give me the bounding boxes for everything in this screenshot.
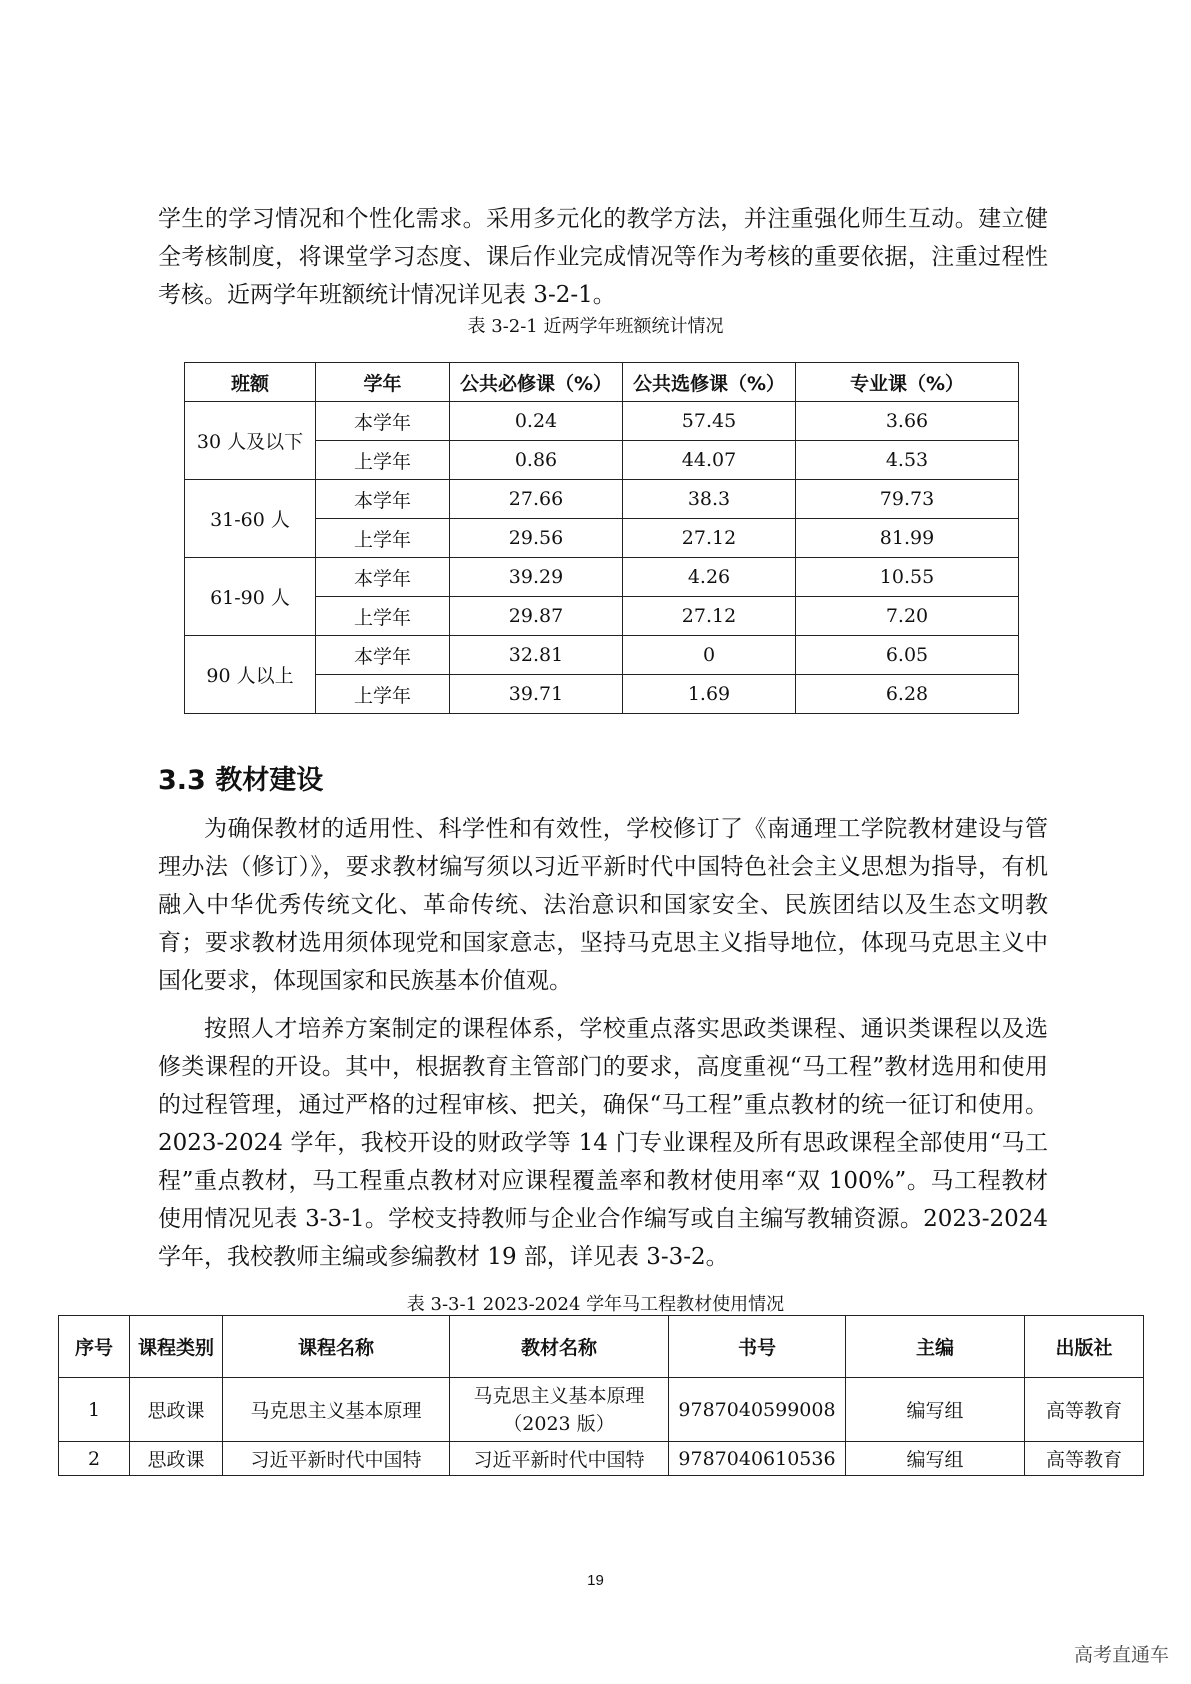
- table-header-row: [185, 363, 1019, 402]
- value-cell: 0.24: [450, 402, 623, 441]
- table2-caption: 表 3-3-1 2023-2024 学年马工程教材使用情况: [406, 1294, 785, 1315]
- header-major: 专业课（%）: [796, 363, 1019, 402]
- course-cell: 马克思主义基本原理: [223, 1378, 450, 1442]
- group-label: 61-90 人: [185, 558, 316, 636]
- isbn-cell: 9787040599008: [669, 1378, 846, 1442]
- value-cell: 29.87: [450, 597, 623, 636]
- value-cell: 38.3: [623, 480, 796, 519]
- table-row: [185, 636, 1019, 675]
- page-number: 19: [587, 1572, 604, 1589]
- value-cell: 0.86: [450, 441, 623, 480]
- book-cell: 习近平新时代中国特: [450, 1442, 669, 1476]
- value-cell: 1.69: [623, 675, 796, 714]
- header-course-name: 课程名称: [223, 1316, 450, 1378]
- intro-paragraph: 学生的学习情况和个性化需求。采用多元化的教学方法，并注重强化师生互动。建立健全考核制度，将课堂学习态度、课后作业完成情况等作为考核的重要依据，注重过程性考核。近两学年班额统计情况详见表 3-2-1。: [158, 206, 1048, 308]
- no-cell: 2: [59, 1442, 130, 1476]
- editor-cell: 编写组: [846, 1442, 1025, 1476]
- group-label: 31-60 人: [185, 480, 316, 558]
- value-cell: 32.81: [450, 636, 623, 675]
- value-cell: 39.29: [450, 558, 623, 597]
- table-row: [185, 402, 1019, 441]
- value-cell: 29.56: [450, 519, 623, 558]
- value-cell: 7.20: [796, 597, 1019, 636]
- value-cell: 6.28: [796, 675, 1019, 714]
- value-cell: 81.99: [796, 519, 1019, 558]
- group-label: 90 人以上: [185, 636, 316, 714]
- header-publisher: 出版社: [1025, 1316, 1144, 1378]
- value-cell: 10.55: [796, 558, 1019, 597]
- value-cell: 3.66: [796, 402, 1019, 441]
- publisher-cell: 高等教育: [1025, 1378, 1144, 1442]
- value-cell: 4.26: [623, 558, 796, 597]
- header-no: 序号: [59, 1316, 130, 1378]
- book-cell: 马克思主义基本原理（2023 版）: [450, 1378, 669, 1442]
- header-class-size: 班额: [185, 363, 316, 402]
- year-cell: 本学年: [316, 558, 450, 597]
- value-cell: 6.05: [796, 636, 1019, 675]
- year-cell: 上学年: [316, 441, 450, 480]
- table-row: [185, 558, 1019, 597]
- no-cell: 1: [59, 1378, 130, 1442]
- year-cell: 本学年: [316, 480, 450, 519]
- value-cell: 4.53: [796, 441, 1019, 480]
- header-public-elective: 公共选修课（%）: [623, 363, 796, 402]
- table-header-row: [59, 1316, 1144, 1378]
- year-cell: 上学年: [316, 519, 450, 558]
- type-cell: 思政课: [130, 1378, 223, 1442]
- header-book-name: 教材名称: [450, 1316, 669, 1378]
- type-cell: 思政课: [130, 1442, 223, 1476]
- editor-cell: 编写组: [846, 1378, 1025, 1442]
- year-cell: 本学年: [316, 402, 450, 441]
- value-cell: 44.07: [623, 441, 796, 480]
- header-year: 学年: [316, 363, 450, 402]
- value-cell: 0: [623, 636, 796, 675]
- paragraph-3: 按照人才培养方案制定的课程体系，学校重点落实思政类课程、通识类课程以及选修类课程的开设。其中，根据教育主管部门的要求，高度重视“马工程”教材选用和使用的过程管理，通过严格的过程审核、把关，确保“马工程”重点教材的统一征订和使用。2023-2024 学年，我校开设的财政学等 14 门专业课程及所有思政课程全部使用“马工程”重点教材，马工程重点教材对应课程覆盖率和教材使用率“双 100%”。马工程教材使用情况见表 3-3-1。学校支持教师与企业合作编写或自主编写教辅资源。2023-2024 学年，我校教师主编或参编教材 19 部，详见表 3-3-2。: [158, 1016, 1048, 1270]
- publisher-cell: 高等教育: [1025, 1442, 1144, 1476]
- class-size-table: [184, 362, 1019, 714]
- watermark: 高考直通车: [1073, 1644, 1169, 1666]
- header-isbn: 书号: [669, 1316, 846, 1378]
- value-cell: 27.12: [623, 597, 796, 636]
- year-cell: 本学年: [316, 636, 450, 675]
- value-cell: 27.12: [623, 519, 796, 558]
- value-cell: 57.45: [623, 402, 796, 441]
- isbn-cell: 9787040610536: [669, 1442, 846, 1476]
- section-heading: 3.3 教材建设: [158, 765, 324, 796]
- table-row: [59, 1378, 1144, 1442]
- value-cell: 79.73: [796, 480, 1019, 519]
- value-cell: 27.66: [450, 480, 623, 519]
- table-row: [59, 1442, 1144, 1476]
- header-course-type: 课程类别: [130, 1316, 223, 1378]
- table1-caption: 表 3-2-1 近两学年班额统计情况: [467, 316, 724, 337]
- course-cell: 习近平新时代中国特: [223, 1442, 450, 1476]
- header-public-required: 公共必修课（%）: [450, 363, 623, 402]
- group-label: 30 人及以下: [185, 402, 316, 480]
- table-row: [185, 480, 1019, 519]
- textbook-usage-table: [58, 1315, 1144, 1476]
- year-cell: 上学年: [316, 597, 450, 636]
- header-editor: 主编: [846, 1316, 1025, 1378]
- year-cell: 上学年: [316, 675, 450, 714]
- paragraph-2: 为确保教材的适用性、科学性和有效性，学校修订了《南通理工学院教材建设与管理办法（修订）》，要求教材编写须以习近平新时代中国特色社会主义思想为指导，有机融入中华优秀传统文化、革命传统、法治意识和国家安全、民族团结以及生态文明教育；要求教材选用须体现党和国家意志，坚持马克思主义指导地位，体现马克思主义中国化要求，体现国家和民族基本价值观。: [158, 816, 1048, 994]
- value-cell: 39.71: [450, 675, 623, 714]
